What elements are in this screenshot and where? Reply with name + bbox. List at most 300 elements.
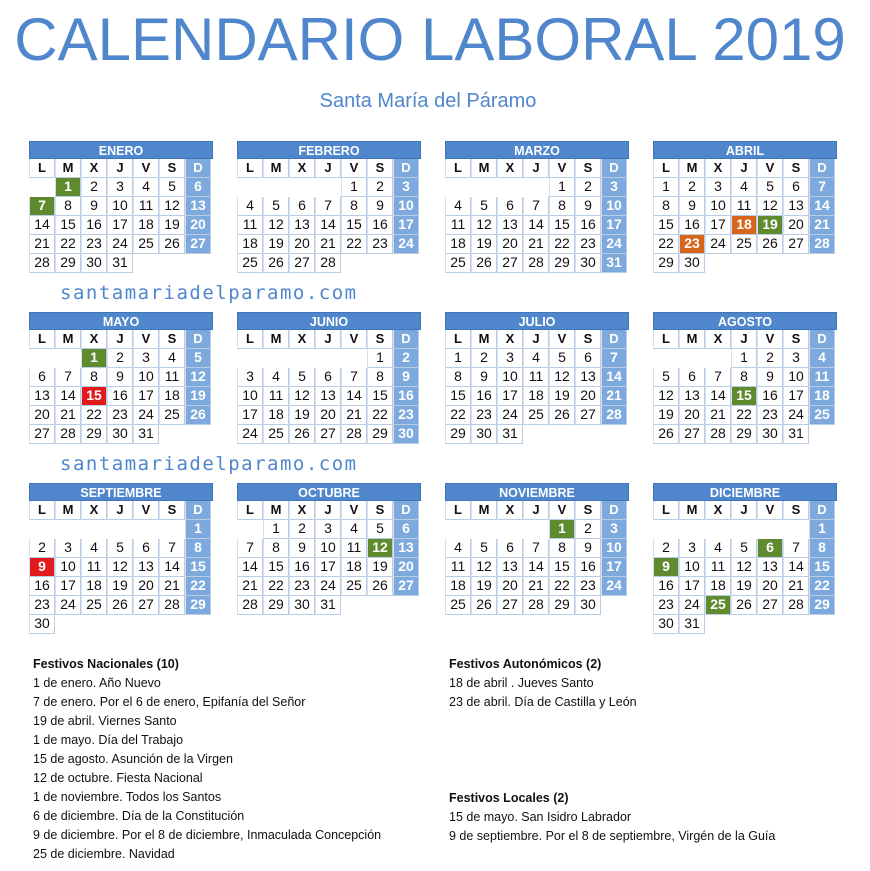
day-cell: 23 — [757, 406, 783, 425]
day-cell: 21 — [809, 216, 835, 235]
day-cell: 11 — [237, 216, 263, 235]
day-cell: 31 — [497, 425, 523, 444]
day-cell: 15 — [653, 216, 679, 235]
holiday-day: 1 — [55, 178, 81, 197]
day-cell: 7 — [341, 368, 367, 387]
day-cell: 30 — [289, 596, 315, 615]
day-cell: 29 — [809, 596, 835, 615]
day-cell: 22 — [731, 406, 757, 425]
day-cell: 18 — [341, 558, 367, 577]
day-cell: 21 — [55, 406, 81, 425]
day-cell: 17 — [55, 577, 81, 596]
day-cell: 20 — [393, 558, 419, 577]
day-cell: 19 — [549, 387, 575, 406]
day-cell: 14 — [315, 216, 341, 235]
day-cell: 20 — [757, 577, 783, 596]
month-name: OCTUBRE — [237, 483, 421, 501]
day-cell: 30 — [575, 596, 601, 615]
day-cell: 29 — [653, 254, 679, 273]
day-cell: 27 — [29, 425, 55, 444]
day-cell: 14 — [341, 387, 367, 406]
day-cell: 23 — [29, 596, 55, 615]
day-cell: 7 — [315, 197, 341, 216]
holiday-item: 7 de enero. Por el 6 de enero, Epifanía del Señor — [33, 695, 306, 709]
day-cell: 24 — [601, 235, 627, 254]
day-cell: 18 — [445, 577, 471, 596]
day-cell: 10 — [601, 197, 627, 216]
weekday-header: D — [393, 501, 419, 520]
weekday-header: V — [341, 159, 367, 178]
holiday-item: 19 de abril. Viernes Santo — [33, 714, 177, 728]
weekday-header: J — [315, 159, 341, 178]
day-cell: 30 — [107, 425, 133, 444]
weekday-header: J — [523, 501, 549, 520]
day-cell: 28 — [705, 425, 731, 444]
holiday-day: 9 — [653, 558, 679, 577]
empty-cell — [497, 178, 523, 197]
day-cell: 20 — [29, 406, 55, 425]
day-cell: 18 — [159, 387, 185, 406]
day-cell: 19 — [263, 235, 289, 254]
day-cell: 17 — [705, 216, 731, 235]
day-cell: 13 — [497, 216, 523, 235]
day-cell: 18 — [133, 216, 159, 235]
day-cell: 22 — [549, 235, 575, 254]
holiday-item: 1 de enero. Año Nuevo — [33, 676, 161, 690]
day-cell: 4 — [237, 197, 263, 216]
weekday-header: L — [445, 501, 471, 520]
day-cell: 1 — [549, 178, 575, 197]
weekday-header: M — [55, 159, 81, 178]
day-cell: 26 — [653, 425, 679, 444]
day-cell: 12 — [471, 216, 497, 235]
day-cell: 14 — [523, 216, 549, 235]
holiday-day: 19 — [757, 216, 783, 235]
weekday-header: L — [445, 159, 471, 178]
day-cell: 20 — [679, 406, 705, 425]
weekday-header: X — [289, 330, 315, 349]
day-cell: 17 — [237, 406, 263, 425]
day-cell: 7 — [237, 539, 263, 558]
day-cell: 21 — [523, 235, 549, 254]
month-septiembre — [29, 483, 213, 634]
holiday-item: 12 de octubre. Fiesta Nacional — [33, 771, 203, 785]
day-cell: 8 — [809, 539, 835, 558]
day-cell: 14 — [783, 558, 809, 577]
day-cell: 8 — [549, 539, 575, 558]
day-cell: 17 — [393, 216, 419, 235]
month-marzo — [445, 141, 629, 273]
day-cell: 14 — [705, 387, 731, 406]
day-cell: 4 — [263, 368, 289, 387]
holiday-item: 1 de mayo. Día del Trabajo — [33, 733, 184, 747]
holiday-item: 15 de agosto. Asunción de la Virgen — [33, 752, 233, 766]
day-cell: 16 — [679, 216, 705, 235]
day-cell: 16 — [289, 558, 315, 577]
day-cell: 17 — [679, 577, 705, 596]
day-cell: 19 — [367, 558, 393, 577]
weekday-header: M — [263, 159, 289, 178]
day-cell: 18 — [263, 406, 289, 425]
holiday-item: 6 de diciembre. Día de la Constitución — [33, 809, 245, 823]
day-cell: 7 — [705, 368, 731, 387]
day-cell: 6 — [497, 539, 523, 558]
empty-cell — [29, 349, 55, 368]
day-cell: 24 — [315, 577, 341, 596]
weekday-header: M — [471, 330, 497, 349]
weekday-header: L — [29, 159, 55, 178]
day-cell: 19 — [471, 235, 497, 254]
empty-cell — [705, 349, 731, 368]
day-cell: 5 — [757, 178, 783, 197]
weekday-header: J — [731, 330, 757, 349]
day-cell: 12 — [549, 368, 575, 387]
day-cell: 16 — [653, 577, 679, 596]
day-cell: 12 — [653, 387, 679, 406]
day-cell: 5 — [731, 539, 757, 558]
month-julio — [445, 312, 629, 444]
day-cell: 15 — [549, 558, 575, 577]
weekday-header: V — [757, 330, 783, 349]
empty-cell — [159, 520, 185, 539]
weekday-header: V — [549, 501, 575, 520]
day-cell: 22 — [185, 577, 211, 596]
weekday-header: X — [497, 501, 523, 520]
day-cell: 23 — [289, 577, 315, 596]
day-cell: 31 — [783, 425, 809, 444]
weekday-header: L — [29, 330, 55, 349]
day-cell: 12 — [159, 197, 185, 216]
weekday-header: M — [471, 501, 497, 520]
month-octubre — [237, 483, 421, 615]
day-cell: 28 — [55, 425, 81, 444]
day-cell: 25 — [445, 254, 471, 273]
day-cell: 20 — [575, 387, 601, 406]
day-cell: 10 — [55, 558, 81, 577]
day-cell: 13 — [29, 387, 55, 406]
day-cell: 20 — [185, 216, 211, 235]
weekday-header: D — [601, 159, 627, 178]
day-cell: 11 — [705, 558, 731, 577]
holiday-item: 1 de noviembre. Todos los Santos — [33, 790, 222, 804]
day-cell: 6 — [393, 520, 419, 539]
day-cell: 8 — [341, 197, 367, 216]
month-abril — [653, 141, 837, 273]
holiday-day: 15 — [81, 387, 107, 406]
weekday-header: S — [783, 501, 809, 520]
day-cell: 11 — [81, 558, 107, 577]
weekday-header: X — [81, 330, 107, 349]
day-cell: 27 — [497, 254, 523, 273]
day-cell: 25 — [81, 596, 107, 615]
day-cell: 31 — [315, 596, 341, 615]
day-cell: 21 — [237, 577, 263, 596]
day-cell: 29 — [549, 254, 575, 273]
day-cell: 25 — [341, 577, 367, 596]
day-cell: 22 — [341, 235, 367, 254]
day-cell: 30 — [575, 254, 601, 273]
day-cell: 31 — [679, 615, 705, 634]
weekday-header: V — [133, 501, 159, 520]
festivos-autonomicos — [449, 655, 637, 712]
day-cell: 14 — [523, 558, 549, 577]
website-watermark: santamariadelparamo.com — [60, 282, 358, 304]
day-cell: 28 — [523, 254, 549, 273]
weekday-header: X — [81, 501, 107, 520]
day-cell: 15 — [809, 558, 835, 577]
month-name: MAYO — [29, 312, 213, 330]
holiday-day: 1 — [549, 520, 575, 539]
weekday-header: S — [783, 159, 809, 178]
day-cell: 25 — [523, 406, 549, 425]
weekday-header: L — [237, 159, 263, 178]
weekday-header: D — [809, 501, 835, 520]
weekday-header: S — [367, 330, 393, 349]
day-cell: 25 — [731, 235, 757, 254]
day-cell: 13 — [783, 197, 809, 216]
day-cell: 2 — [653, 539, 679, 558]
day-cell: 2 — [757, 349, 783, 368]
month-name: FEBRERO — [237, 141, 421, 159]
empty-cell — [471, 520, 497, 539]
day-cell: 8 — [55, 197, 81, 216]
day-cell: 12 — [471, 558, 497, 577]
day-cell: 26 — [549, 406, 575, 425]
day-cell: 10 — [497, 368, 523, 387]
day-cell: 27 — [185, 235, 211, 254]
day-cell: 14 — [601, 368, 627, 387]
day-cell: 22 — [653, 235, 679, 254]
day-cell: 26 — [471, 254, 497, 273]
day-cell: 9 — [575, 197, 601, 216]
day-cell: 5 — [289, 368, 315, 387]
day-cell: 16 — [471, 387, 497, 406]
weekday-header: S — [783, 330, 809, 349]
day-cell: 27 — [289, 254, 315, 273]
day-cell: 2 — [367, 178, 393, 197]
weekday-header: L — [653, 501, 679, 520]
weekday-header: D — [809, 330, 835, 349]
weekday-header: S — [367, 159, 393, 178]
day-cell: 17 — [601, 558, 627, 577]
weekday-header: S — [575, 330, 601, 349]
weekday-header: X — [705, 159, 731, 178]
month-agosto — [653, 312, 837, 444]
day-cell: 22 — [549, 577, 575, 596]
day-cell: 3 — [601, 520, 627, 539]
day-cell: 18 — [81, 577, 107, 596]
day-cell: 13 — [497, 558, 523, 577]
month-febrero — [237, 141, 421, 273]
day-cell: 8 — [81, 368, 107, 387]
day-cell: 5 — [185, 349, 211, 368]
holiday-day: 1 — [81, 349, 107, 368]
day-cell: 7 — [601, 349, 627, 368]
day-cell: 22 — [55, 235, 81, 254]
weekday-header: M — [679, 159, 705, 178]
weekday-header: J — [107, 501, 133, 520]
day-cell: 27 — [575, 406, 601, 425]
day-cell: 3 — [601, 178, 627, 197]
day-cell: 24 — [601, 577, 627, 596]
month-junio — [237, 312, 421, 444]
day-cell: 2 — [575, 520, 601, 539]
empty-cell — [237, 178, 263, 197]
day-cell: 17 — [601, 216, 627, 235]
weekday-header: M — [263, 501, 289, 520]
day-cell: 16 — [575, 216, 601, 235]
day-cell: 16 — [757, 387, 783, 406]
holiday-day: 25 — [705, 596, 731, 615]
day-cell: 11 — [731, 197, 757, 216]
day-cell: 5 — [653, 368, 679, 387]
day-cell: 1 — [809, 520, 835, 539]
day-cell: 24 — [107, 235, 133, 254]
month-name: MARZO — [445, 141, 629, 159]
day-cell: 25 — [445, 596, 471, 615]
weekday-header: M — [55, 330, 81, 349]
weekday-header: M — [679, 501, 705, 520]
day-cell: 5 — [107, 539, 133, 558]
weekday-header: X — [705, 330, 731, 349]
day-cell: 24 — [133, 406, 159, 425]
day-cell: 21 — [601, 387, 627, 406]
empty-cell — [289, 178, 315, 197]
day-cell: 14 — [159, 558, 185, 577]
day-cell: 15 — [55, 216, 81, 235]
day-cell: 26 — [185, 406, 211, 425]
day-cell: 2 — [107, 349, 133, 368]
empty-cell — [445, 178, 471, 197]
day-cell: 17 — [107, 216, 133, 235]
day-cell: 16 — [575, 558, 601, 577]
month-name: AGOSTO — [653, 312, 837, 330]
empty-cell — [315, 178, 341, 197]
weekday-header: V — [341, 501, 367, 520]
day-cell: 28 — [783, 596, 809, 615]
day-cell: 2 — [679, 178, 705, 197]
weekday-header: J — [107, 330, 133, 349]
day-cell: 20 — [133, 577, 159, 596]
day-cell: 30 — [81, 254, 107, 273]
day-cell: 8 — [653, 197, 679, 216]
day-cell: 28 — [601, 406, 627, 425]
day-cell: 7 — [523, 197, 549, 216]
day-cell: 12 — [185, 368, 211, 387]
day-cell: 6 — [185, 178, 211, 197]
day-cell: 4 — [81, 539, 107, 558]
day-cell: 13 — [133, 558, 159, 577]
empty-cell — [237, 349, 263, 368]
day-cell: 6 — [575, 349, 601, 368]
holiday-day: 23 — [679, 235, 705, 254]
weekday-header: X — [705, 501, 731, 520]
empty-cell — [289, 349, 315, 368]
day-cell: 2 — [81, 178, 107, 197]
day-cell: 10 — [679, 558, 705, 577]
weekday-header: J — [523, 159, 549, 178]
day-cell: 4 — [445, 197, 471, 216]
weekday-header: X — [497, 330, 523, 349]
weekday-header: V — [757, 159, 783, 178]
empty-cell — [263, 349, 289, 368]
day-cell: 17 — [497, 387, 523, 406]
day-cell: 10 — [107, 197, 133, 216]
day-cell: 3 — [55, 539, 81, 558]
day-cell: 8 — [445, 368, 471, 387]
day-cell: 25 — [159, 406, 185, 425]
holiday-day: 12 — [367, 539, 393, 558]
day-cell: 20 — [289, 235, 315, 254]
day-cell: 15 — [263, 558, 289, 577]
day-cell: 29 — [263, 596, 289, 615]
empty-cell — [29, 178, 55, 197]
day-cell: 26 — [289, 425, 315, 444]
weekday-header: X — [289, 159, 315, 178]
day-cell: 27 — [133, 596, 159, 615]
day-cell: 21 — [29, 235, 55, 254]
day-cell: 31 — [107, 254, 133, 273]
empty-cell — [55, 349, 81, 368]
weekday-header: J — [315, 330, 341, 349]
empty-cell — [133, 520, 159, 539]
day-cell: 13 — [185, 197, 211, 216]
day-cell: 12 — [263, 216, 289, 235]
day-cell: 7 — [783, 539, 809, 558]
day-cell: 10 — [133, 368, 159, 387]
day-cell: 8 — [731, 368, 757, 387]
weekday-header: D — [809, 159, 835, 178]
day-cell: 1 — [367, 349, 393, 368]
day-cell: 6 — [133, 539, 159, 558]
day-cell: 25 — [237, 254, 263, 273]
day-cell: 3 — [107, 178, 133, 197]
month-name: ENERO — [29, 141, 213, 159]
day-cell: 13 — [393, 539, 419, 558]
day-cell: 24 — [393, 235, 419, 254]
day-cell: 20 — [497, 577, 523, 596]
page-subtitle: Santa María del Páramo — [319, 90, 537, 112]
holiday-day: 7 — [29, 197, 55, 216]
day-cell: 27 — [783, 235, 809, 254]
weekday-header: D — [393, 330, 419, 349]
day-cell: 25 — [133, 235, 159, 254]
day-cell: 17 — [133, 387, 159, 406]
day-cell: 31 — [601, 254, 627, 273]
weekday-header: L — [29, 501, 55, 520]
day-cell: 17 — [783, 387, 809, 406]
day-cell: 9 — [575, 539, 601, 558]
weekday-header: V — [549, 159, 575, 178]
empty-cell — [705, 520, 731, 539]
month-enero — [29, 141, 213, 273]
day-cell: 11 — [133, 197, 159, 216]
festivos-locales-heading: Festivos Locales (2) — [449, 791, 569, 805]
day-cell: 14 — [29, 216, 55, 235]
day-cell: 28 — [341, 425, 367, 444]
day-cell: 19 — [471, 577, 497, 596]
month-name: JUNIO — [237, 312, 421, 330]
day-cell: 1 — [731, 349, 757, 368]
weekday-header: V — [133, 159, 159, 178]
day-cell: 27 — [757, 596, 783, 615]
day-cell: 30 — [471, 425, 497, 444]
weekday-header: D — [601, 501, 627, 520]
day-cell: 6 — [679, 368, 705, 387]
day-cell: 24 — [705, 235, 731, 254]
weekday-header: V — [133, 330, 159, 349]
day-cell: 20 — [783, 216, 809, 235]
